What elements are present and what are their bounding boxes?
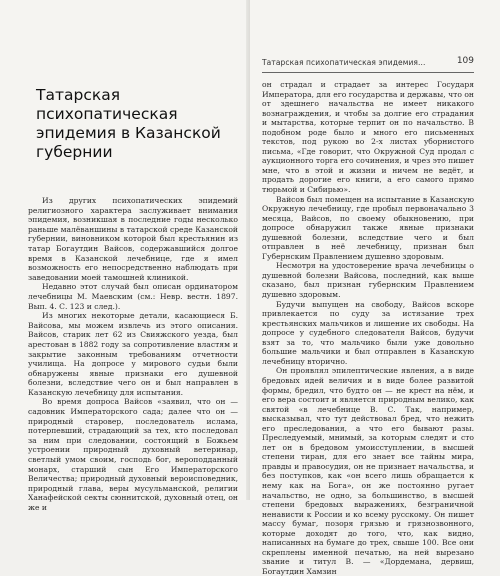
running-head-title: Татарская психопатическая эпидемия... — [262, 58, 426, 67]
running-head — [262, 0, 474, 67]
page-number: 109 — [456, 56, 474, 66]
left-page — [0, 0, 250, 512]
body-paragraph: Недавно этот случай был описан ординатором лечебницы М. Маевским (см.: Невр. вестн. 1897. Вып. 4. С. 123 и след.). — [28, 282, 238, 311]
body-paragraph: Он проявлял эпилептические явления, а в виде бредовых идей величия и в виде более развитой формы, бредил, что будто он — не крест на нём, и его вера состоит и является природным велико, как святой «в лечебнице В. С. Так, например, высказывал, что тут действовал бред, что нежить его преследования, а что его бывают разы. Преследуемый, мнимый, за которым следят и сто лет он в бредовом умоисступлении, в высшей степени тиран, для его знает все тайны мира, правды и правосудия, он не признает начальства, и без поступков, как «он всего лишь обращается к нему как на Бога», он же постоянно ругает начальство, не одно, за большинство, в высшей степени бредовых выражениях, безграничной ненависти к России и ко всему русскому. Он пишет массу бумаг, позоря грязью и грязнозвонного, которые доходят до того, что, как видно, написанных на бумаге до трех, свыше 100. Все они скреплены именной печатью, на ней вырезано звание и титул В. — «Дордемана, дервиш, Богаутдин Хамзин — [262, 366, 474, 576]
body-paragraph: Будучи выпущен на свободу, Вайсов вскоре привлекается по суду за истязание трех крестьянских мальчиков и лишение их свободы. На допросе у судебного следователя Вайсов, будучи взят за то, что мальчико были уже довольно большие мальчики и был отправлен в Казанскую лечебницу вторично. — [262, 299, 474, 366]
chapter-title: Татарская психопатическая эпидемия в Казанской губернии — [36, 86, 221, 161]
body-paragraph: он страдал и страдает за интерес Государя Императора, для его государства и державы, что он от здешнего начальства не имеет никакого вознаграждения, и чтобы за долгие его страдания и мытарства, которые терпит он по начальство. В подобном роде было и много его письменных текстов, под рукою во 2-х листах уборнистого письма, «Где говорит, что Окружной Суд продал с аукционного торга его сочинения, и чрез это пишет мне, что в этой и жизни и ничем не ведёт, и продать дорогие его книги, а его самого прямо тюрьмой и Сибирью». — [262, 80, 474, 195]
header-rule — [262, 72, 474, 73]
body-paragraph: Во время допроса Вайсов «заявил, что он — садовник Императорского сада; далее что он — природный старовер, последователь ислама, потерпевший, страдающий за тех, кто последовал за ним при следовании, состоящий в Божьем устроении природный духовный ветеринар, светлый умом своим, господь бог, вероподданный монарх, старший сын Его Императорского Величества; природный духовный вероисповедник, природный глава, веры мусульманской, религии Ханафейской секты сюннитской, духовный отец, он же и — [28, 397, 238, 512]
right-page-text — [262, 80, 474, 576]
body-paragraph: Из многих некоторые детали, касающиеся Б. Вайсова, мы можем извлечь из этого описания. Вайсов, старик лет 62 из Свияжского уезда, был арестован в 1882 году за сопротивление властям и закрытие законным требованиям отчетности училища. На допросе у мирового судьи были обнаружены явные признаки его душевной болезни, вследствие чего он и был направлен в Казанскую лечебницу для испытания. — [28, 311, 238, 397]
right-page — [250, 0, 500, 576]
body-paragraph: Вайсов был помещен на испытание в Казанскую Окружную лечебницу, где пробыл первоначально 3 месяца, Вайсов, по своему обыкновению, при допросе обнаружил также явные признаки душевной болезни, вследствие чего и был отправлен в неё лечебницу, признан был Губернским Правлением душевно здоровым. — [262, 194, 474, 261]
body-paragraph: Несмотря на удостоверение врача лечебницы о душевной болезни Вайсова, последний, как выше сказано, был признан губернским Правлением душевно здоровым. — [262, 261, 474, 300]
body-paragraph: Из других психопатических эпидемий религиозного характера заслуживает внимания эпидемия, возникшая в последние годы несколько раньше малёваншины в татарской среде Казанской губернии, виновником которой был крестьянин из татар Богаутдин Вайсов, содержавшийся долгое время в Казанской лечебнице, где я имел возможность его непосредственно наблюдать при заведовании моей тамошней клиникой. — [28, 196, 238, 282]
